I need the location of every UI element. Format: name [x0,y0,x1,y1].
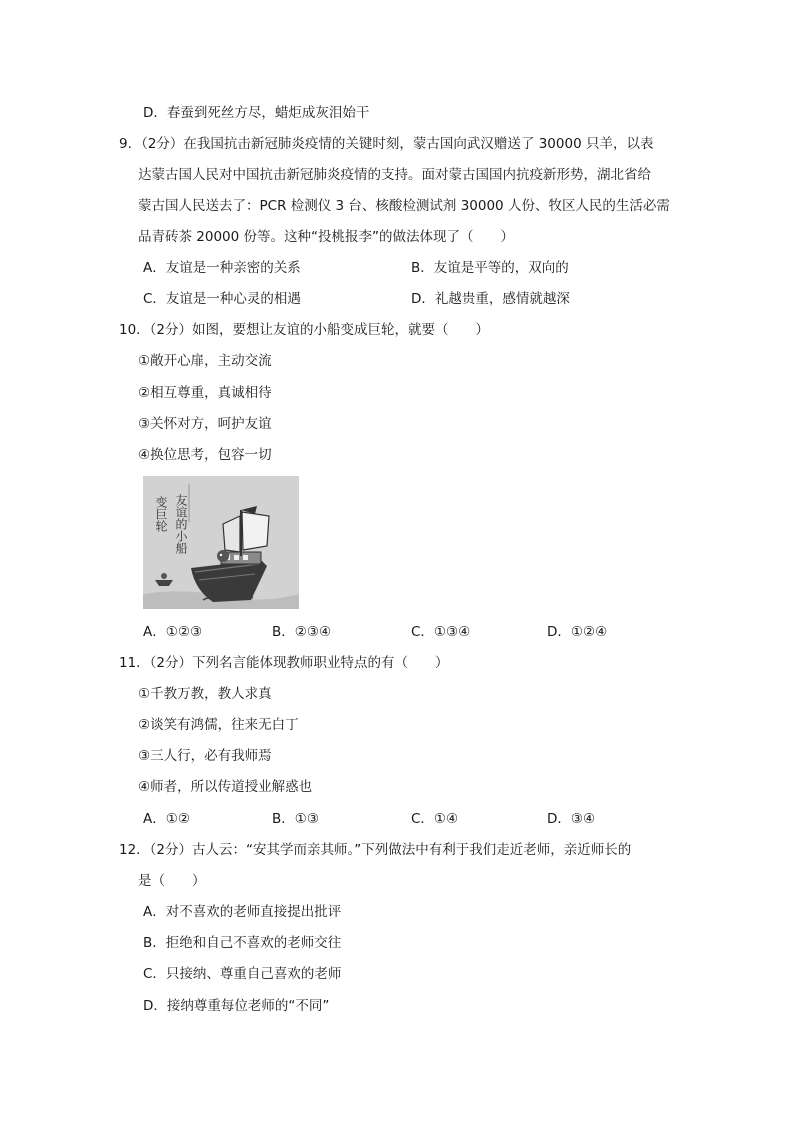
q12-stem-line-1: 12．（2分）古人云：“安其学而亲其师。”下列做法中有利于我们走近老师，亲近师长的 [119,842,632,858]
q9-option-b: B．友谊是平等的，双向的 [411,260,569,276]
friendship-ship-illustration [143,476,299,609]
q9-stem-line-3: 蒙古国人民送去了：PCR 检测仪 3 台、核酸检测试剂 30000 人份、牧区人民的生活必需 [138,198,670,214]
figure-title-right: 友谊的小船 [174,494,188,554]
q11-item-1: ①千教万教，教人求真 [138,686,272,702]
q11-option-a: A．①② [143,811,190,827]
q11-item-3: ③三人行，必有我师焉 [138,748,272,764]
q10-option-b: B．②③④ [272,624,332,640]
q12-option-c: C．只接纳、尊重自己喜欢的老师 [143,966,342,982]
q9-stem-line-2: 达蒙古国人民对中国抗击新冠肺炎疫情的支持。面对蒙古国国内抗疫新形势，湖北省给 [138,167,651,183]
q8-option-d: D．春蚕到死丝方尽，蜡炬成灰泪始干 [143,105,370,121]
q10-option-d: D．①②④ [547,624,608,640]
q10-item-4: ④换位思考，包容一切 [138,447,272,463]
q9-stem-line-4: 品青砖茶 20000 份等。这种“投桃报李”的做法体现了（ ） [138,229,515,245]
q9-option-a: A．友谊是一种亲密的关系 [143,260,301,276]
q10-item-2: ②相互尊重，真诚相待 [138,385,272,401]
q11-item-4: ④师者，所以传道授业解惑也 [138,779,313,795]
q9-option-d: D．礼越贵重，感情就越深 [411,291,570,307]
q12-option-b: B．拒绝和自己不喜欢的老师交往 [143,935,342,951]
q11-option-c: C．①④ [411,811,459,827]
q10-stem: 10．（2分）如图，要想让友谊的小船变成巨轮，就要（ ） [119,322,490,338]
q11-item-2: ②谈笑有鸿儒，往来无白丁 [138,717,299,733]
q10-option-a: A．①②③ [143,624,203,640]
q11-stem: 11．（2分）下列名言能体现教师职业特点的有（ ） [119,655,449,671]
figure-title-left: 变巨轮 [154,496,168,532]
q12-stem-line-2: 是（ ） [138,873,206,889]
q10-item-3: ③关怀对方，呵护友谊 [138,416,272,432]
q12-option-d: D．接纳尊重每位老师的“不同” [143,998,330,1014]
q10-option-c: C．①③④ [411,624,471,640]
q9-stem-line-1: 9．（2分）在我国抗击新冠肺炎疫情的关键时刻，蒙古国向武汉赠送了 30000 只羊，以表 [119,136,654,152]
q11-option-b: B．①③ [272,811,319,827]
q12-option-a: A．对不喜欢的老师直接提出批评 [143,904,342,920]
q9-option-c: C．友谊是一种心灵的相遇 [143,291,301,307]
q10-item-1: ①敞开心扉，主动交流 [138,353,272,369]
ship-drawing [143,476,299,609]
q11-option-d: D．③④ [547,811,596,827]
